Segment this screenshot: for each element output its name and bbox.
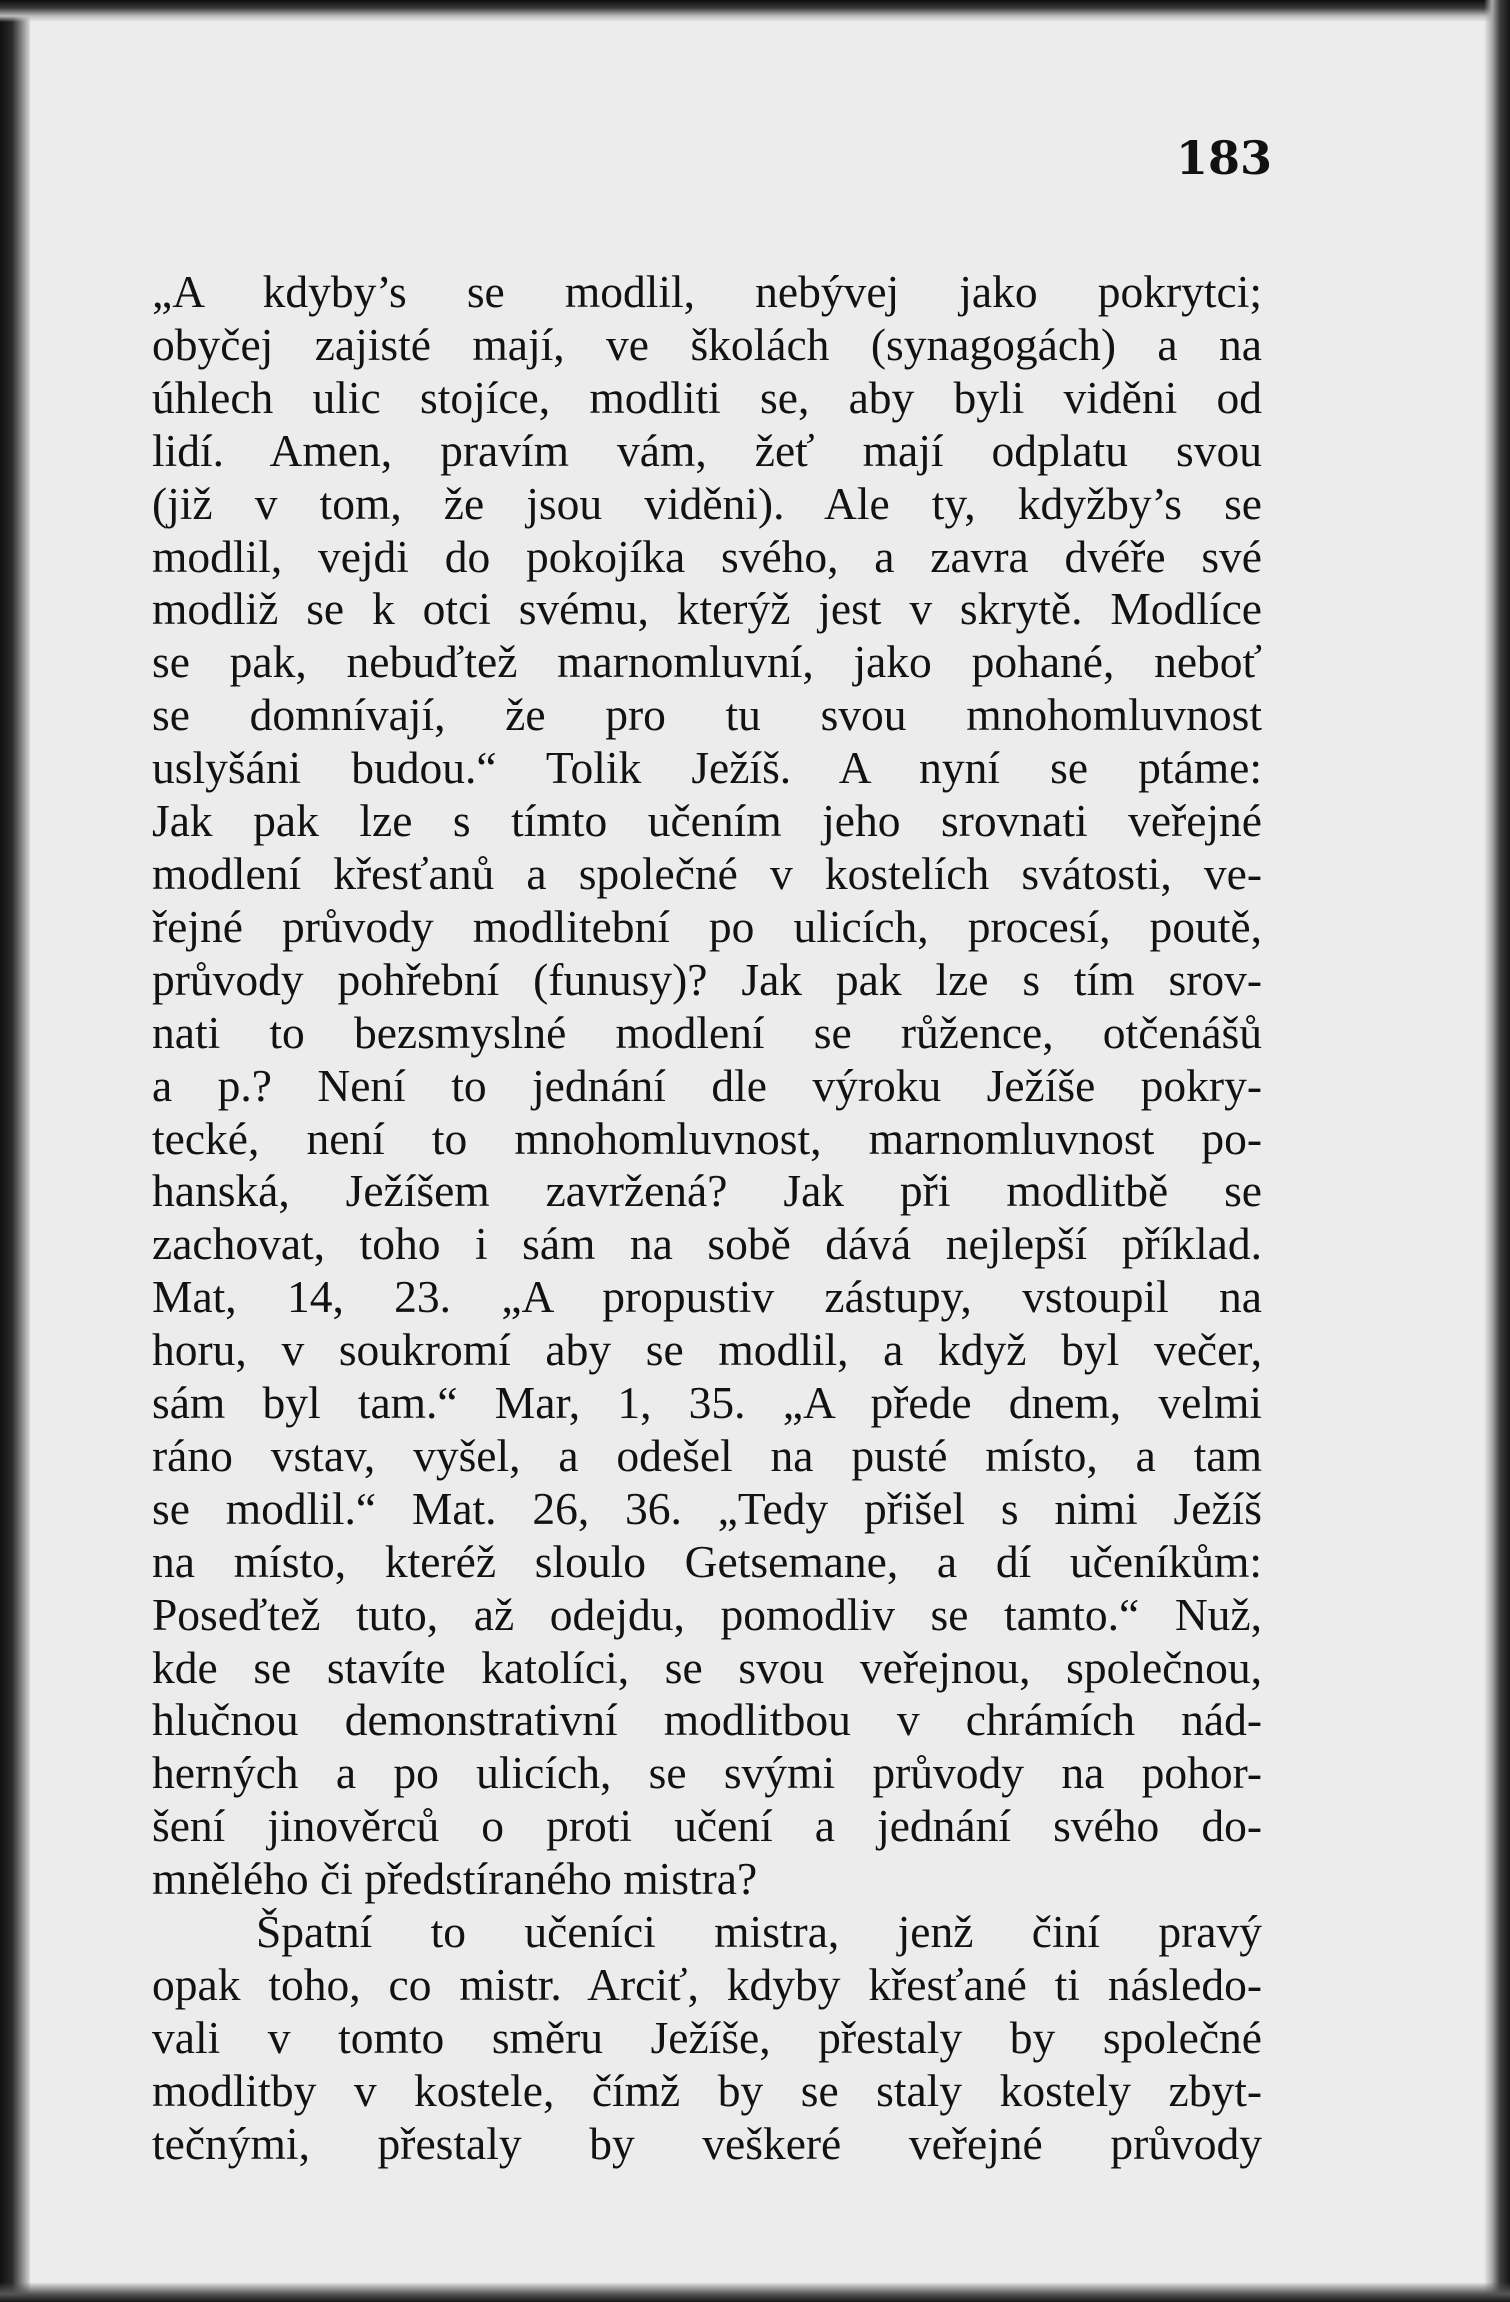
text-line: hanská, Ježíšem zavržená? Jak při modlitbě se bbox=[152, 1165, 1262, 1217]
text-line: modliž se k otci svému, kterýž jest v skrytě. Modlíce bbox=[152, 583, 1262, 635]
text-line: opak toho, co mistr. Arciť, kdyby křesťané ti následo- bbox=[152, 1959, 1262, 2010]
page-bottom-edge-shadow bbox=[0, 2282, 1510, 2302]
page-left-edge-shadow bbox=[0, 0, 30, 2302]
text-line-paragraph-start: Špatní to učeníci mistra, jenž činí pravý bbox=[256, 1906, 1262, 1958]
text-line: zachovat, toho i sám na sobě dává nejlepší příklad. bbox=[152, 1218, 1262, 1270]
text-line: průvody pohřební (funusy)? Jak pak lze s tím srov- bbox=[152, 953, 1262, 1005]
text-line: se domnívají, že pro tu svou mnohomluvnost bbox=[152, 689, 1262, 741]
text-line: úhlech ulic stojíce, modliti se, aby byli viděni od bbox=[152, 371, 1262, 423]
text-line: ráno vstav, vyšel, a odešel na pusté místo, a tam bbox=[152, 1429, 1262, 1481]
body-text bbox=[152, 266, 1262, 2171]
text-line: herných a po ulicích, se svými průvody na pohor- bbox=[152, 1747, 1262, 1799]
page-top-edge-shadow bbox=[0, 0, 1510, 22]
text-line: Poseďtež tuto, až odejdu, pomodliv se tamto.“ Nuž, bbox=[152, 1588, 1262, 1640]
text-line: šení jinověrců o proti učení a jednání svého do- bbox=[152, 1800, 1262, 1852]
text-line: Jak pak lze s tímto učením jeho srovnati veřejné bbox=[152, 795, 1262, 847]
page-number: 183 bbox=[1175, 131, 1272, 185]
text-line: na místo, kteréž sloulo Getsemane, a dí učeníkům: bbox=[152, 1535, 1262, 1587]
text-line: se pak, nebuďtež marnomluvní, jako pohané, neboť bbox=[152, 636, 1262, 688]
text-line: obyčej zajisté mají, ve školách (synagogách) a na bbox=[152, 318, 1262, 370]
text-line: sám byl tam.“ Mar, 1, 35. „A přede dnem, velmi bbox=[152, 1377, 1262, 1429]
text-line: „A kdyby’s se modlil, nebývej jako pokrytci; bbox=[152, 266, 1262, 317]
text-line: vali v tomto směru Ježíše, přestaly by společné bbox=[152, 2011, 1262, 2063]
text-line: lidí. Amen, pravím vám, žeť mají odplatu svou bbox=[152, 424, 1262, 476]
text-line: řejné průvody modlitební po ulicích, procesí, poutě, bbox=[152, 900, 1262, 952]
text-line-paragraph-end: mnělého či předstíraného mistra? bbox=[152, 1853, 758, 1905]
page-right-edge-shadow bbox=[1484, 0, 1510, 2302]
text-line: horu, v soukromí aby se modlil, a když byl večer, bbox=[152, 1324, 1262, 1376]
text-line: tecké, není to mnohomluvnost, marnomluvnost po- bbox=[152, 1112, 1262, 1164]
text-line: se modlil.“ Mat. 26, 36. „Tedy přišel s nimi Ježíš bbox=[152, 1482, 1262, 1534]
text-line: hlučnou demonstrativní modlitbou v chrámích nád- bbox=[152, 1694, 1262, 1746]
text-line: modlitby v kostele, čímž by se staly kostely zbyt- bbox=[152, 2064, 1262, 2116]
text-line: uslyšáni budou.“ Tolik Ježíš. A nyní se ptáme: bbox=[152, 742, 1262, 794]
text-line: a p.? Není to jednání dle výroku Ježíše pokry- bbox=[152, 1059, 1262, 1111]
text-line: tečnými, přestaly by veškeré veřejné průvody bbox=[152, 2117, 1262, 2169]
text-line: (již v tom, že jsou viděni). Ale ty, kdyžby’s se bbox=[152, 477, 1262, 529]
text-line: modlil, vejdi do pokojíka svého, a zavra dvéře své bbox=[152, 530, 1262, 582]
text-line: nati to bezsmyslné modlení se růžence, otčenášů bbox=[152, 1006, 1262, 1058]
text-line: kde se stavíte katolíci, se svou veřejnou, společnou, bbox=[152, 1641, 1262, 1693]
text-line: modlení křesťanů a společné v kostelích svátosti, ve- bbox=[152, 847, 1262, 899]
text-line: Mat, 14, 23. „A propustiv zástupy, vstoupil na bbox=[152, 1271, 1262, 1323]
